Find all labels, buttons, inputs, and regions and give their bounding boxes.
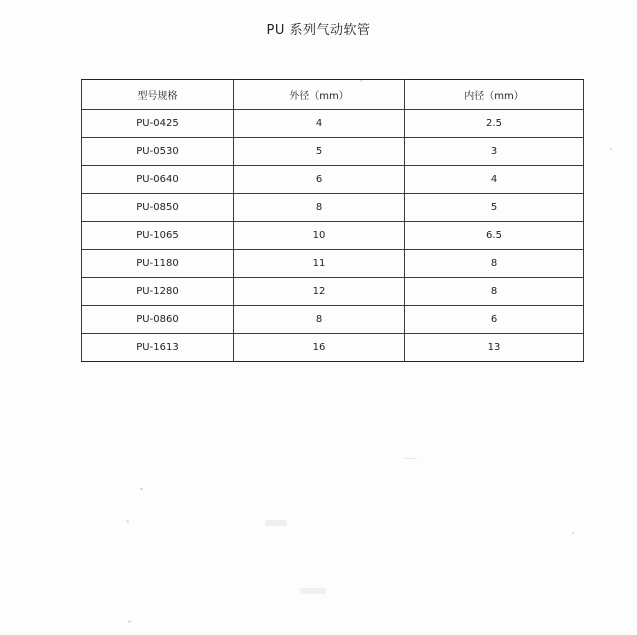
table-row xyxy=(82,194,584,222)
scan-speck xyxy=(300,588,326,594)
cell-outer-diameter: 8 xyxy=(234,306,405,334)
cell-model: PU-0530 xyxy=(82,138,234,166)
cell-inner-diameter: 3 xyxy=(405,138,584,166)
cell-outer-diameter: 4 xyxy=(234,110,405,138)
cell-outer-diameter: 6 xyxy=(234,166,405,194)
header-inner-diameter: 内径（mm） xyxy=(405,80,584,110)
document-title: PU 系列气动软管 xyxy=(266,23,371,38)
table-row xyxy=(82,306,584,334)
scan-speck xyxy=(128,620,131,623)
cell-inner-diameter: 13 xyxy=(405,334,584,362)
scan-speck xyxy=(572,532,574,534)
cell-model: PU-0640 xyxy=(82,166,234,194)
scan-speck xyxy=(610,148,612,150)
table-row xyxy=(82,334,584,362)
table-header-row xyxy=(82,80,584,110)
spec-table xyxy=(81,79,584,362)
cell-inner-diameter: 6 xyxy=(405,306,584,334)
cell-model: PU-1613 xyxy=(82,334,234,362)
cell-model: PU-1280 xyxy=(82,278,234,306)
table-row xyxy=(82,138,584,166)
cell-outer-diameter: 16 xyxy=(234,334,405,362)
scan-speck xyxy=(265,520,287,526)
table-row xyxy=(82,278,584,306)
cell-outer-diameter: 10 xyxy=(234,222,405,250)
table-row xyxy=(82,250,584,278)
scan-speck xyxy=(126,520,129,523)
cell-model: PU-0860 xyxy=(82,306,234,334)
cell-model: PU-1065 xyxy=(82,222,234,250)
cell-outer-diameter: 12 xyxy=(234,278,405,306)
cell-inner-diameter: 5 xyxy=(405,194,584,222)
table-row xyxy=(82,166,584,194)
cell-inner-diameter: 6.5 xyxy=(405,222,584,250)
cell-inner-diameter: 2.5 xyxy=(405,110,584,138)
scan-speck xyxy=(360,80,362,82)
cell-model: PU-0850 xyxy=(82,194,234,222)
cell-outer-diameter: 5 xyxy=(234,138,405,166)
cell-inner-diameter: 8 xyxy=(405,250,584,278)
scan-speck xyxy=(140,488,143,490)
cell-outer-diameter: 8 xyxy=(234,194,405,222)
cell-outer-diameter: 11 xyxy=(234,250,405,278)
header-model: 型号规格 xyxy=(82,80,234,110)
table-row xyxy=(82,110,584,138)
scan-speck xyxy=(405,458,417,459)
header-outer-diameter: 外径（mm） xyxy=(234,80,405,110)
cell-inner-diameter: 4 xyxy=(405,166,584,194)
cell-inner-diameter: 8 xyxy=(405,278,584,306)
table-row xyxy=(82,222,584,250)
cell-model: PU-0425 xyxy=(82,110,234,138)
cell-model: PU-1180 xyxy=(82,250,234,278)
